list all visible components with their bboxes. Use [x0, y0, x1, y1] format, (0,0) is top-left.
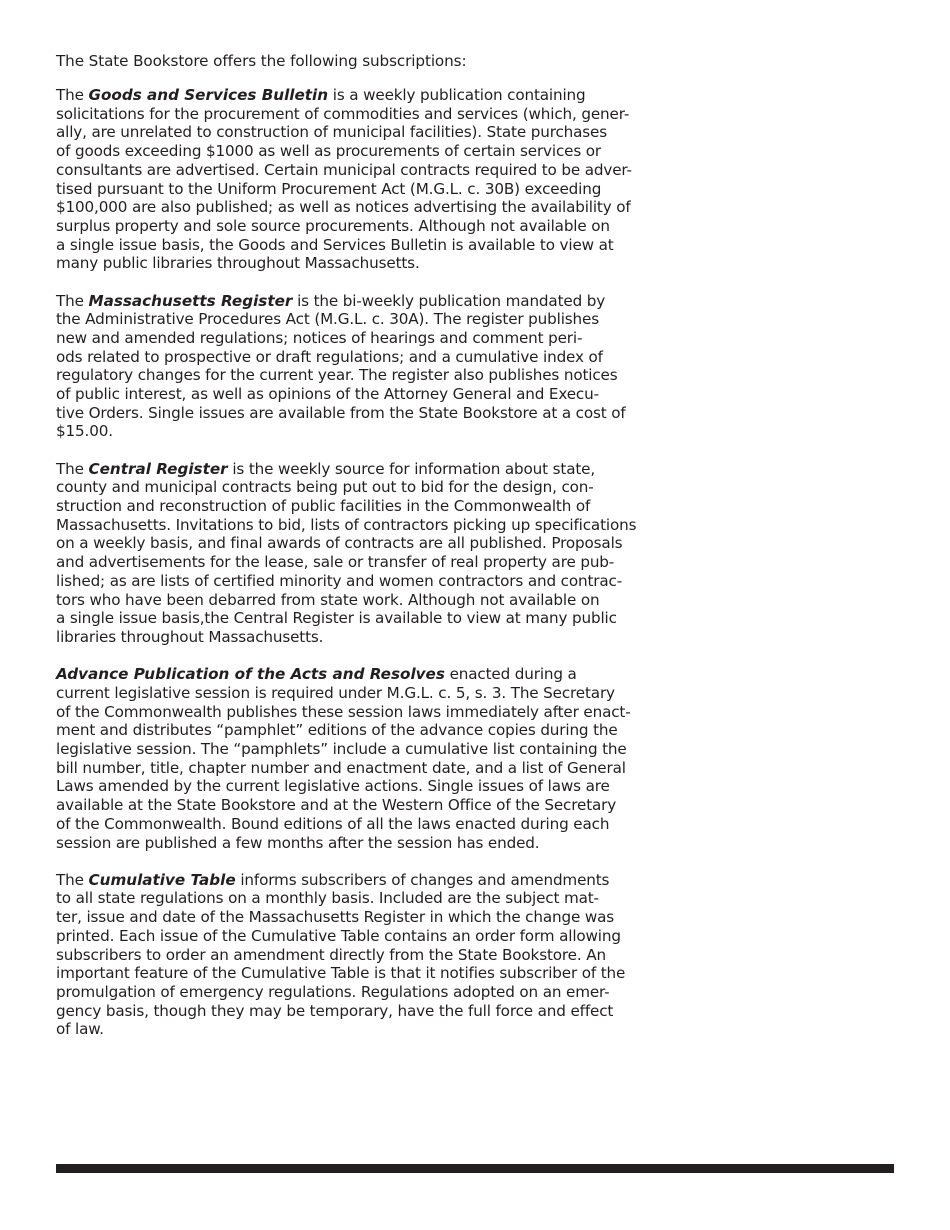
paragraph-line: lished; as are lists of certified minority and women contractors and contrac- [56, 571, 623, 590]
paragraph-line: libraries throughout Massachusetts. [56, 627, 324, 646]
paragraph-line: $15.00. [56, 422, 113, 441]
paragraph-line: $100,000 are also published; as well as notices advertising the availability of [56, 198, 631, 217]
intro-text: The State Bookstore offers the following subscriptions: [56, 52, 467, 70]
paragraph-line: Massachusetts. Invitations to bid, lists of contractors picking up specifications [56, 515, 637, 534]
goods-and-services-bulletin-paragraph [56, 86, 632, 273]
paragraph-line: important feature of the Cumulative Table is that it notifies subscriber of the [56, 964, 626, 983]
paragraph-line: of goods exceeding $1000 as well as procurements of certain services or [56, 142, 602, 161]
paragraph-line: of public interest, as well as opinions of the Attorney General and Execu- [56, 385, 599, 404]
paragraph-line: a single issue basis,the Central Register is available to view at many public [56, 609, 617, 628]
paragraph-line: The Central Register is the weekly source for information about state, [56, 459, 596, 478]
paragraph-line: ods related to prospective or draft regulations; and a cumulative index of [56, 347, 603, 366]
paragraph-line: many public libraries throughout Massachusetts. [56, 254, 420, 273]
paragraph-line: new and amended regulations; notices of hearings and comment peri- [56, 328, 583, 347]
footer-rule [56, 1164, 894, 1173]
paragraph-line: consultants are advertised. Certain municipal contracts required to be adver- [56, 160, 632, 179]
paragraph-line: struction and reconstruction of public facilities in the Commonwealth of [56, 497, 591, 516]
paragraph-line: legislative session. The “pamphlets” include a cumulative list containing the [56, 740, 627, 758]
paragraph-line: tive Orders. Single issues are available from the State Bookstore at a cost of [56, 403, 626, 422]
paragraph-line: printed. Each issue of the Cumulative Table contains an order form allowing [56, 926, 621, 945]
paragraph-line: subscribers to order an amendment directly from the State Bookstore. An [56, 945, 606, 964]
massachusetts-register-paragraph [56, 291, 626, 442]
paragraph-line: gency basis, though they may be temporary, have the full force and effect [56, 1001, 614, 1020]
cumulative-table-paragraph [56, 870, 626, 1039]
paragraph-line: of law. [56, 1020, 104, 1039]
paragraph-line: Advance Publication of the Acts and Resolves enacted during a [56, 665, 577, 684]
paragraph-line: Laws amended by the current legislative actions. Single issues of laws are [56, 777, 610, 796]
paragraph-line: surplus property and sole source procurements. Although not available on [56, 216, 610, 235]
paragraph-line: ally, are unrelated to construction of municipal facilities). State purchases [56, 123, 608, 142]
paragraph-line: ter, issue and date of the Massachusetts Register in which the change was [56, 908, 615, 927]
paragraph-line: the Administrative Procedures Act (M.G.L. c. 30A). The register publishes [56, 310, 599, 329]
paragraph-line: ment and distributes “pamphlet” editions of the advance copies during the [56, 721, 618, 740]
paragraph-line: The Goods and Services Bulletin is a weekly publication containing [56, 86, 586, 104]
paragraph-line: tised pursuant to the Uniform Procurement Act (M.G.L. c. 30B) exceeding [56, 179, 602, 198]
paragraph-line: session are published a few months after the session has ended. [56, 833, 540, 852]
paragraph-line: The Cumulative Table informs subscribers of changes and amendments [56, 870, 610, 889]
paragraph-line: solicitations for the procurement of commodities and services (which, gener- [56, 104, 630, 123]
paragraph-line: on a weekly basis, and final awards of contracts are all published. Proposals [56, 534, 623, 553]
publication-title: Advance Publication of the Acts and Resolves [56, 665, 445, 684]
paragraph-line: a single issue basis, the Goods and Services Bulletin is available to view at [56, 235, 614, 254]
paragraph-line: available at the State Bookstore and at the Western Office of the Secretary [56, 796, 617, 815]
publication-title: Cumulative Table [88, 870, 236, 889]
central-register-paragraph [56, 459, 637, 647]
paragraph-line: regulatory changes for the current year. The register also publishes notices [56, 366, 618, 385]
publication-title: Goods and Services Bulletin [88, 86, 329, 104]
paragraph-line: county and municipal contracts being put out to bid for the design, con- [56, 478, 594, 497]
paragraph-line: and advertisements for the lease, sale or transfer of real property are pub- [56, 553, 615, 572]
paragraph-line: of the Commonwealth. Bound editions of all the laws enacted during each [56, 814, 610, 833]
paragraph-line: tors who have been debarred from state work. Although not available on [56, 590, 600, 609]
paragraph-line: promulgation of emergency regulations. Regulations adopted on an emer- [56, 982, 610, 1001]
publication-title: Central Register [88, 459, 228, 478]
document-body [56, 52, 637, 1058]
paragraph-line: The Massachusetts Register is the bi-weekly publication mandated by [56, 291, 606, 310]
paragraph-line: of the Commonwealth publishes these session laws immediately after enact- [56, 702, 631, 721]
paragraph-line: current legislative session is required under M.G.L. c. 5, s. 3. The Secretary [56, 683, 615, 702]
publication-title: Massachusetts Register [88, 291, 293, 310]
paragraph-line: bill number, title, chapter number and enactment date, and a list of General [56, 758, 626, 777]
advance-publication-paragraph [56, 665, 631, 852]
paragraph-line: to all state regulations on a monthly basis. Included are the subject mat- [56, 889, 599, 908]
